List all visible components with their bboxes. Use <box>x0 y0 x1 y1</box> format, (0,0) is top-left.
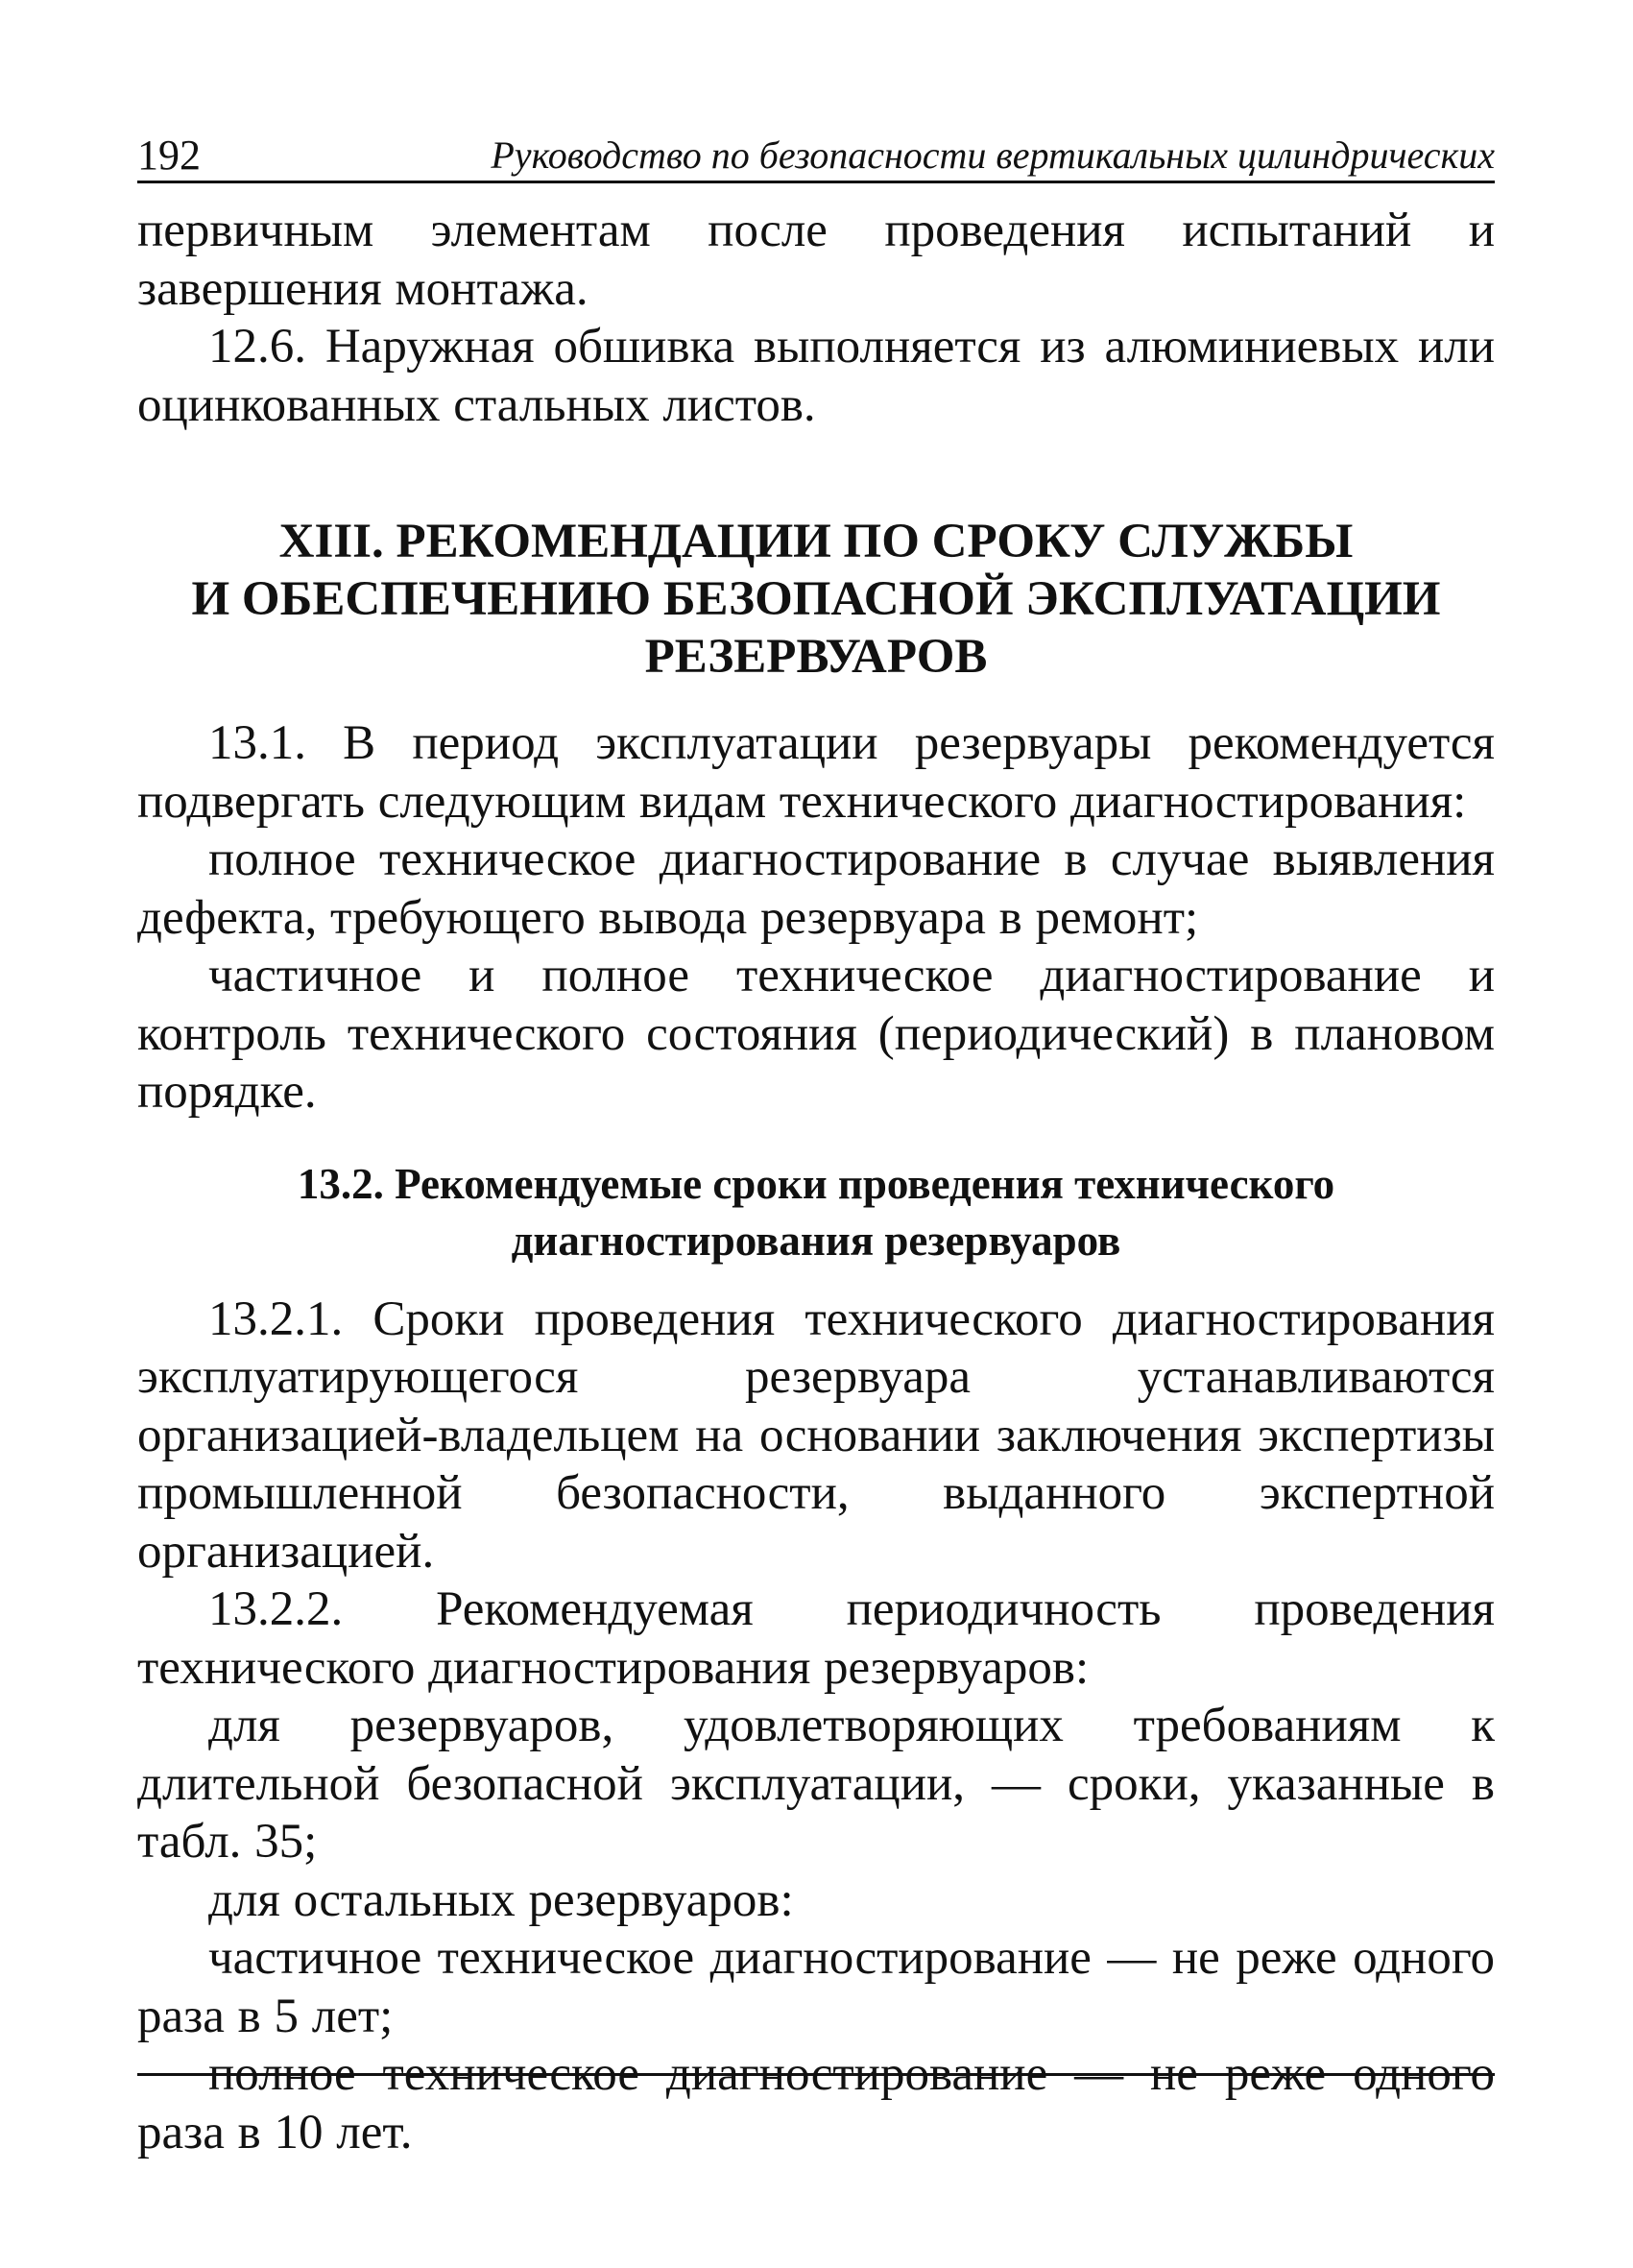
paragraph-13-2-2: 13.2.2. Рекомендуемая периодичность проведения технического диагностирования резервуаров: <box>137 1582 1495 1695</box>
paragraph-13-2-1: 13.2.1. Сроки проведения технического диагностирования эксплуатирующегося резервуара устанавливаются организацией-владельцем на основании заключения экспертизы промышленной безопасности, выданного экспертной организацией. <box>137 1291 1495 1579</box>
list-item-long-term-safe: для резервуаров, удовлетворяющих требованиям к длительной безопасной эксплуатации, — сроки, указанные в табл. 35; <box>137 1699 1495 1869</box>
running-title: Руководство по безопасности вертикальных цилиндрических <box>491 133 1495 177</box>
chapter-heading-line: РЕЗЕРВУАРОВ <box>644 630 988 684</box>
list-item-other-tanks: для остальных резервуаров: <box>208 1872 794 1927</box>
section-heading-line: 13.2. Рекомендуемые сроки проведения технического <box>297 1159 1335 1208</box>
page-body <box>137 202 1495 2161</box>
list-item-partial-5-years: частичное техническое диагностирование — не реже одного раза в 5 лет; <box>137 1931 1495 2043</box>
section-heading-line: диагностирования резервуаров <box>511 1216 1121 1265</box>
chapter-body <box>137 714 1495 1122</box>
running-header <box>137 123 1495 183</box>
continuation-paragraph: первичным элементам после проведения испытаний и завершения монтажа. <box>137 204 1495 316</box>
list-item-full-10-years: полное техническое диагностирование — не реже одного раза в 10 лет. <box>137 2047 1495 2159</box>
list-item-full-diagnostics: полное техническое диагностирование в случае выявления дефекта, требующего вывода резервуара в ремонт; <box>137 832 1495 945</box>
section-body <box>137 1291 1495 2162</box>
chapter-heading-line: И ОБЕСПЕЧЕНИЮ БЕЗОПАСНОЙ ЭКСПЛУАТАЦИИ <box>191 572 1441 626</box>
chapter-heading <box>137 513 1495 686</box>
paragraph-13-1: 13.1. В период эксплуатации резервуары рекомендуется подвергать следующим видам технического диагностирования: <box>137 716 1495 829</box>
page-number: 192 <box>137 132 201 179</box>
footer-rule <box>137 2073 1495 2076</box>
list-item-partial-diagnostics: частичное и полное техническое диагностирование и контроль технического состояния (периодический) в плановом порядке. <box>137 949 1495 1119</box>
paragraph-12-6: 12.6. Наружная обшивка выполняется из алюминиевых или оцинкованных стальных листов. <box>137 320 1495 432</box>
chapter-heading-line: XIII. РЕКОМЕНДАЦИИ ПО СРОКУ СЛУЖБЫ <box>278 515 1354 568</box>
section-heading <box>137 1156 1495 1269</box>
